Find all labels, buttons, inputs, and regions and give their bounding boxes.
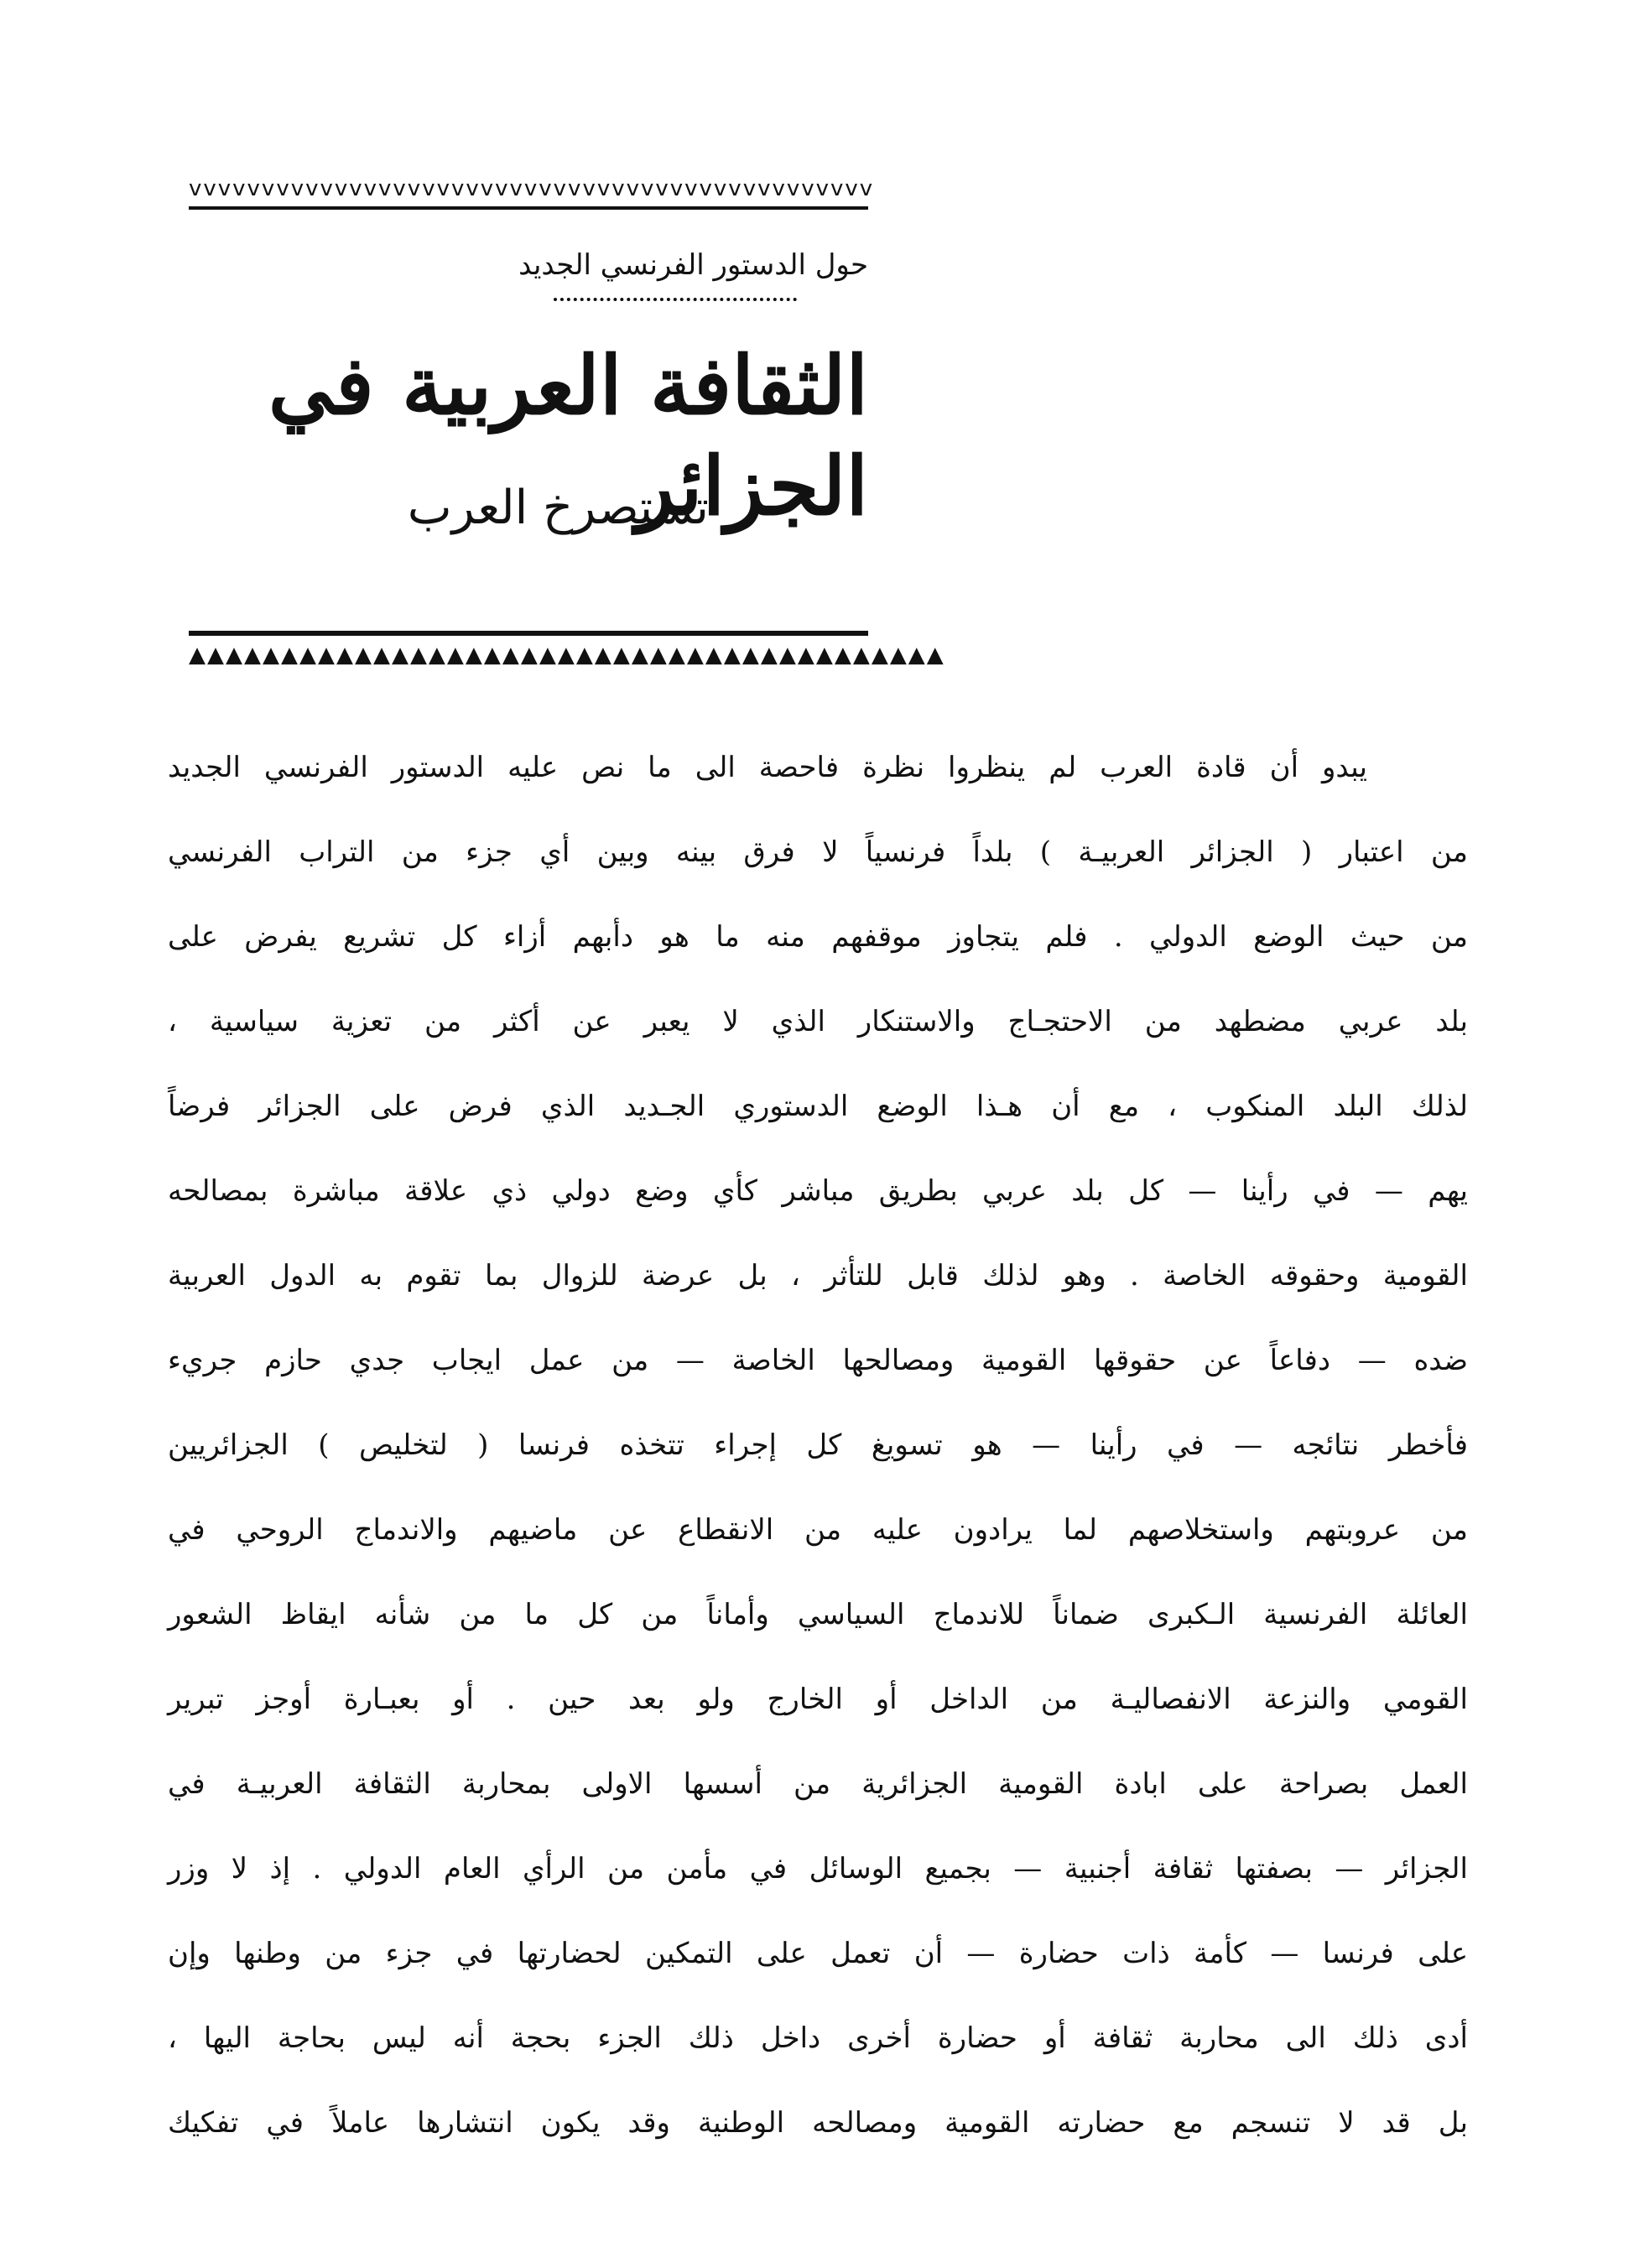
body-line: من حيث الوضع الدولي . فلم يتجاوز موقفهم منه ما هو دأبهم أزاء كل تشريع يفرض على [168,920,1468,954]
bottom-rule-line [189,631,868,636]
body-line: العمل بصراحة على ابادة القومية الجزائرية من أسسها الاولى بمحاربة الثقافة العربيـة في [168,1767,1468,1801]
body-line: القومية وحقوقه الخاصة . وهو لذلك قابل للتأثر ، بل عرضة للزوال بما تقوم به الدول العربية [168,1259,1468,1293]
body-line: بلد عربي مضطهد من الاحتجـاج والاستنكار الذي لا يعبر عن أكثر من تعزية سياسية ، [168,1005,1468,1038]
secondary-title: تستصرخ العرب [407,481,709,535]
body-line: يهم — في رأينا — كل بلد عربي بطريق مباشر كأي وضع دولي ذي علاقة مباشرة بمصالحه [168,1174,1468,1208]
body-line: العائلة الفرنسية الـكبرى ضماناً للاندماج السياسي وأماناً من كل ما من شأنه ايقاظ الشعور [168,1598,1468,1631]
subtitle-dotted-underline [554,298,797,304]
body-line: من عروبتهم واستخلاصهم لما يرادون عليه من الانقطاع عن ماضيهم والاندماج الروحي في [168,1513,1468,1547]
body-line: أدى ذلك الى محاربة ثقافة أو حضارة أخرى داخل ذلك الجزء بحجة أنه ليس بحاجة اليها ، [168,2021,1468,2055]
top-rule-line [189,206,868,210]
body-line: القومي والنزعة الانفصاليـة من الداخل أو الخارج ولو بعد حين . أو بعبـارة أوجز تبرير [168,1683,1468,1716]
body-line: على فرنسا — كأمة ذات حضارة — أن تعمل على التمكين لحضارتها في جزء من وطنها وإن [168,1937,1468,1970]
bottom-ornamental-border: ▲▲▲▲▲▲▲▲▲▲▲▲▲▲▲▲▲▲▲▲▲▲▲▲▲▲▲▲▲▲▲▲▲▲▲▲▲▲▲▲▲ [189,642,945,668]
body-line: فأخطر نتائجه — في رأينا — هو تسويغ كل إجراء تتخذه فرنسا ( لتخليص ) الجزائريين [168,1428,1468,1462]
article-subtitle: حول الدستور الفرنسي الجديد [518,248,868,282]
top-ornamental-border: vvvvvvvvvvvvvvvvvvvvvvvvvvvvvvvvvvvvvvvvvvvvvvv [189,176,875,201]
main-title: الثقافة العربية في الجزائر [268,338,868,533]
article-body [168,726,1468,2151]
body-line: يبدو أن قادة العرب لم ينظروا نظرة فاحصة الى ما نص عليه الدستور الفرنسي الجديد [168,751,1367,784]
body-line: ضده — دفاعاً عن حقوقها القومية ومصالحها الخاصة — من عمل ايجاب جدي حازم جريء [168,1344,1468,1377]
body-line: من اعتبار ( الجزائر العربيـة ) بلداً فرنسياً لا فرق بينه وبين أي جزء من التراب الفرنسي [168,835,1468,869]
body-line: الجزائر — بصفتها ثقافة أجنبية — بجميع الوسائل في مأمن من الرأي العام الدولي . إذ لا وزر [168,1852,1468,1886]
body-line: بل قد لا تنسجم مع حضارته القومية ومصالحه الوطنية وقد يكون انتشارها عاملاً في تفكيك [168,2106,1468,2140]
body-line: لذلك البلد المنكوب ، مع أن هـذا الوضع الدستوري الجـديد الذي فرض على الجزائر فرضاً [168,1090,1468,1123]
